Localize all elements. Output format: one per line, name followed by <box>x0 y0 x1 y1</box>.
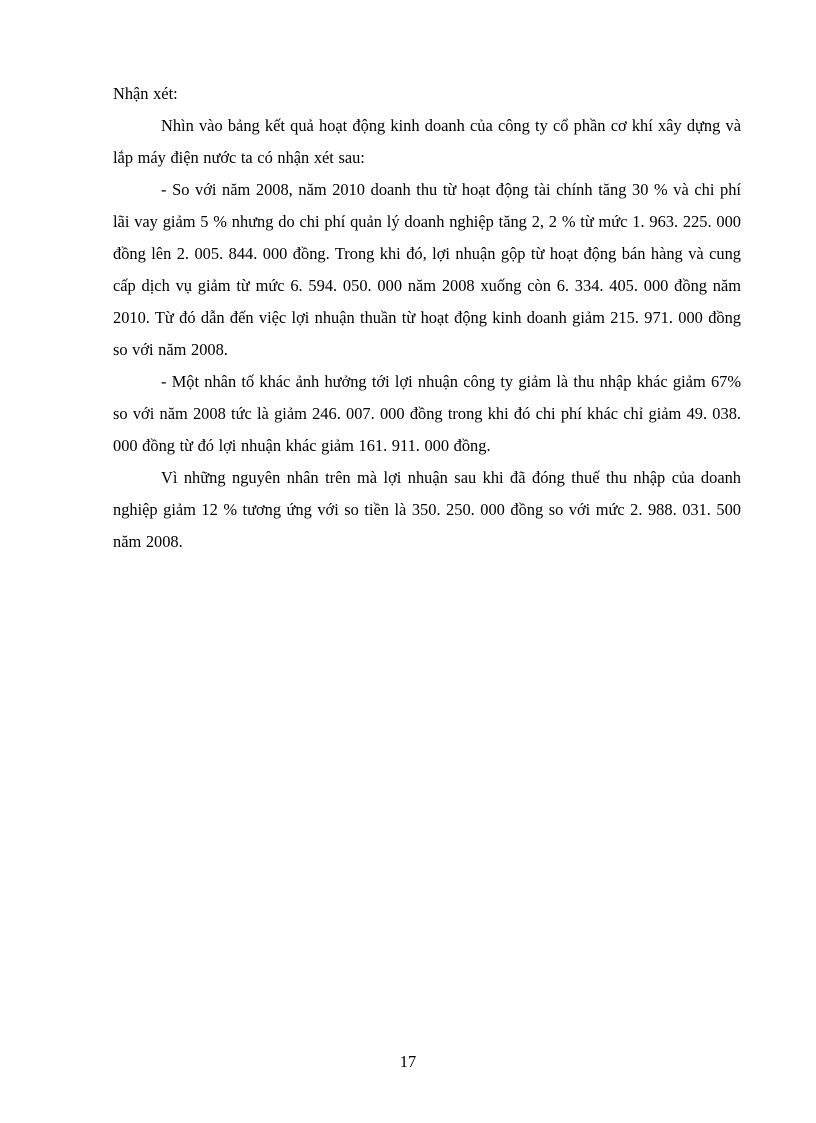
paragraph-revenue-comparison: - So với năm 2008, năm 2010 doanh thu từ hoạt động tài chính tăng 30 % và chi phí lãi vay giảm 5 % nhưng do chi phí quản lý doanh nghiệp tăng 2, 2 % từ mức 1. 963. 225. 000 đồng lên 2. 005. 844. 000 đồng. Trong khi đó, lợi nhuận gộp từ hoạt động bán hàng và cung cấp dịch vụ giảm từ mức 6. 594. 050. 000 năm 2008 xuống còn 6. 334. 405. 000 đồng năm 2010. Từ đó dẫn đến việc lợi nhuận thuần từ hoạt động kinh doanh giảm 215. 971. 000 đồng so với năm 2008. <box>113 180 741 359</box>
section-heading: Nhận xét: <box>113 84 178 103</box>
paragraph-other-income: - Một nhân tố khác ảnh hưởng tới lợi nhuận công ty giảm là thu nhập khác giảm 67% so với năm 2008 tức là giảm 246. 007. 000 đồng trong khi đó chi phí khác chỉ giảm 49. 038. 000 đồng từ đó lợi nhuận khác giảm 161. 911. 000 đồng. <box>113 372 741 455</box>
page-number: 17 <box>399 1052 417 1071</box>
paragraph-conclusion: Vì những nguyên nhân trên mà lợi nhuận sau khi đã đóng thuế thu nhập của doanh nghiệp giảm 12 % tương ứng với so tiền là 350. 250. 000 đồng so với mức 2. 988. 031. 500 năm 2008. <box>113 468 741 551</box>
paragraph-intro: Nhìn vào bảng kết quả hoạt động kinh doanh của công ty cổ phần cơ khí xây dựng và lắp máy điện nước ta có nhận xét sau: <box>113 116 741 167</box>
document-body <box>113 78 741 558</box>
